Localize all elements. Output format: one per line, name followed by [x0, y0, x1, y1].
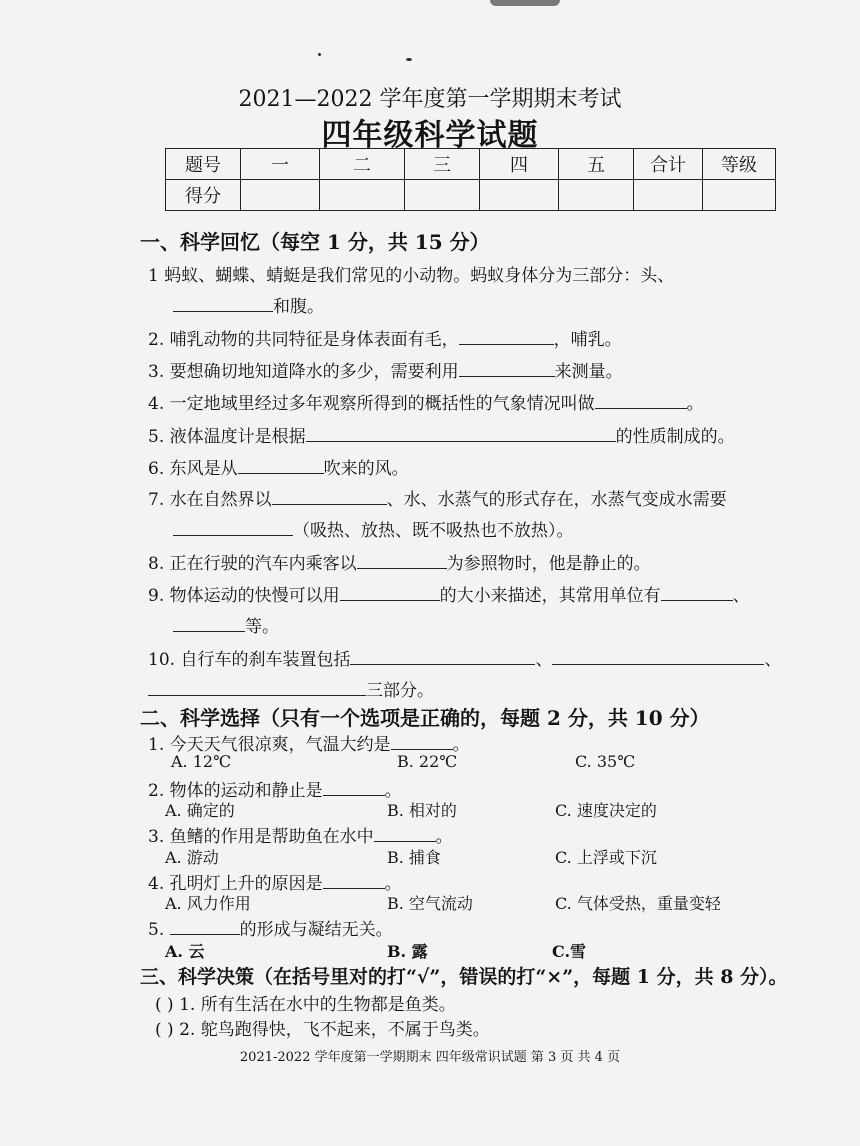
question-3: 3. 要想确切地知道降水的多少，需要利用 来测量。 — [148, 357, 623, 382]
exam-header: 2021—2022 学年度第一学期期末考试 — [238, 87, 622, 112]
answer-blank[interactable] — [148, 677, 366, 696]
score-cell[interactable] — [480, 180, 559, 211]
question-4: 4. 一定地域里经过多年观察所得到的概括性的气象情况叫做 。 — [148, 389, 704, 414]
score-cell[interactable] — [241, 180, 320, 211]
answer-blank[interactable] — [459, 358, 555, 377]
score-cell[interactable] — [320, 180, 405, 211]
option-c[interactable]: C. 上浮或下沉 — [555, 848, 657, 867]
section3-heading: 三、科学决策（在括号里对的打“√”，错误的打“×”，每题 1 分，共 8 分）。 — [140, 966, 788, 988]
question-9: 9. 物体运动的快慢可以用 的大小来描述，其常用单位有 、 — [148, 581, 750, 606]
section2-heading: 二、科学选择（只有一个选项是正确的，每题 2 分，共 10 分） — [140, 706, 710, 730]
question-10: 10. 自行车的刹车装置包括 、 、 — [148, 645, 781, 670]
option-b[interactable]: B. 捕食 — [387, 848, 441, 867]
exam-title: 四年级科学试题 — [321, 118, 539, 153]
answer-blank[interactable] — [661, 582, 733, 601]
score-header-cell: 四 — [480, 149, 559, 180]
scan-speck — [318, 53, 321, 56]
option-b[interactable]: B. 空气流动 — [387, 894, 473, 913]
scan-speck — [406, 58, 412, 61]
answer-blank[interactable] — [272, 486, 387, 505]
score-cell[interactable] — [703, 180, 776, 211]
score-row-label: 得分 — [166, 180, 241, 211]
question-2: 2. 哺乳动物的共同特征是身体表面有毛， ，哺乳。 — [148, 325, 622, 350]
option-b[interactable]: B. 22℃ — [397, 752, 458, 771]
judgment-item-2[interactable]: ( ) 2. 鸵鸟跑得快，飞不起来，不属于鸟类。 — [155, 1020, 490, 1040]
answer-blank[interactable] — [340, 582, 440, 601]
score-header-cell: 二 — [320, 149, 405, 180]
answer-blank[interactable] — [323, 870, 385, 889]
score-table-score-row — [166, 180, 776, 211]
score-table-header-row — [166, 149, 776, 180]
option-a[interactable]: A. 游动 — [165, 848, 219, 867]
option-c[interactable]: C. 气体受热，重量变轻 — [555, 894, 721, 913]
question-7: 7. 水在自然界以 、水、水蒸气的形式存在，水蒸气变成水需要 — [148, 485, 727, 510]
score-cell[interactable] — [559, 180, 634, 211]
score-cell[interactable] — [634, 180, 703, 211]
choice-question-1: 1. 今天天气很凉爽，气温大约是 。 — [148, 730, 470, 755]
question-10-cont: 三部分。 — [148, 676, 434, 701]
score-cell[interactable] — [405, 180, 480, 211]
score-header-cell: 一 — [241, 149, 320, 180]
answer-blank[interactable] — [238, 455, 324, 474]
score-header-cell: 三 — [405, 149, 480, 180]
option-c[interactable]: C.雪 — [552, 942, 587, 961]
answer-blank[interactable] — [323, 777, 385, 796]
answer-blank[interactable] — [459, 326, 554, 345]
answer-blank[interactable] — [173, 517, 293, 536]
scan-smudge — [490, 0, 560, 6]
option-a[interactable]: A. 12℃ — [171, 752, 231, 771]
answer-blank[interactable] — [173, 293, 273, 312]
answer-blank[interactable] — [350, 646, 535, 665]
option-c[interactable]: C. 速度决定的 — [555, 801, 657, 820]
choice-question-4: 4. 孔明灯上升的原因是 。 — [148, 869, 402, 894]
answer-blank[interactable] — [391, 731, 453, 750]
question-1: 1 蚂蚁、蝴蝶、蜻蜓是我们常见的小动物。蚂蚁身体分为三部分：头、 — [148, 266, 675, 286]
section1-heading: 一、科学回忆（每空 1 分，共 15 分） — [140, 230, 490, 254]
question-5: 5. 液体温度计是根据 的性质制成的。 — [148, 422, 735, 447]
score-table — [165, 148, 776, 211]
score-header-cell: 题号 — [166, 149, 241, 180]
answer-blank[interactable] — [595, 390, 687, 409]
question-6: 6. 东风是从 吹来的风。 — [148, 454, 409, 479]
answer-blank[interactable] — [306, 423, 616, 442]
answer-blank[interactable] — [170, 916, 240, 935]
answer-blank[interactable] — [374, 823, 436, 842]
score-header-cell: 五 — [559, 149, 634, 180]
option-a[interactable]: A. 确定的 — [165, 801, 235, 820]
option-a[interactable]: A. 云 — [165, 942, 205, 961]
judgment-item-1[interactable]: ( ) 1. 所有生活在水中的生物都是鱼类。 — [155, 995, 456, 1015]
option-b[interactable]: B. 相对的 — [387, 801, 457, 820]
option-c[interactable]: C. 35℃ — [575, 752, 636, 771]
score-header-cell: 合计 — [634, 149, 703, 180]
option-b[interactable]: B. 露 — [387, 942, 428, 961]
question-9-cont: 等。 — [173, 612, 279, 637]
choice-question-2: 2. 物体的运动和静止是 。 — [148, 776, 402, 801]
score-header-cell: 等级 — [703, 149, 776, 180]
choice-question-3: 3. 鱼鳍的作用是帮助鱼在水中 。 — [148, 822, 453, 847]
question-7-cont: （吸热、放热、既不吸热也不放热）。 — [173, 516, 574, 541]
answer-blank[interactable] — [357, 550, 447, 569]
question-8: 8. 正在行驶的汽车内乘客以 为参照物时，他是静止的。 — [148, 549, 651, 574]
answer-blank[interactable] — [552, 646, 764, 665]
page-footer: 2021-2022 学年度第一学期期末 四年级常识试题 第 3 页 共 4 页 — [239, 1050, 621, 1065]
question-1-cont: 和腹。 — [173, 292, 324, 317]
option-a[interactable]: A. 风力作用 — [165, 894, 251, 913]
answer-blank[interactable] — [173, 613, 245, 632]
choice-question-5: 5. 的形成与凝结无关。 — [148, 915, 393, 940]
